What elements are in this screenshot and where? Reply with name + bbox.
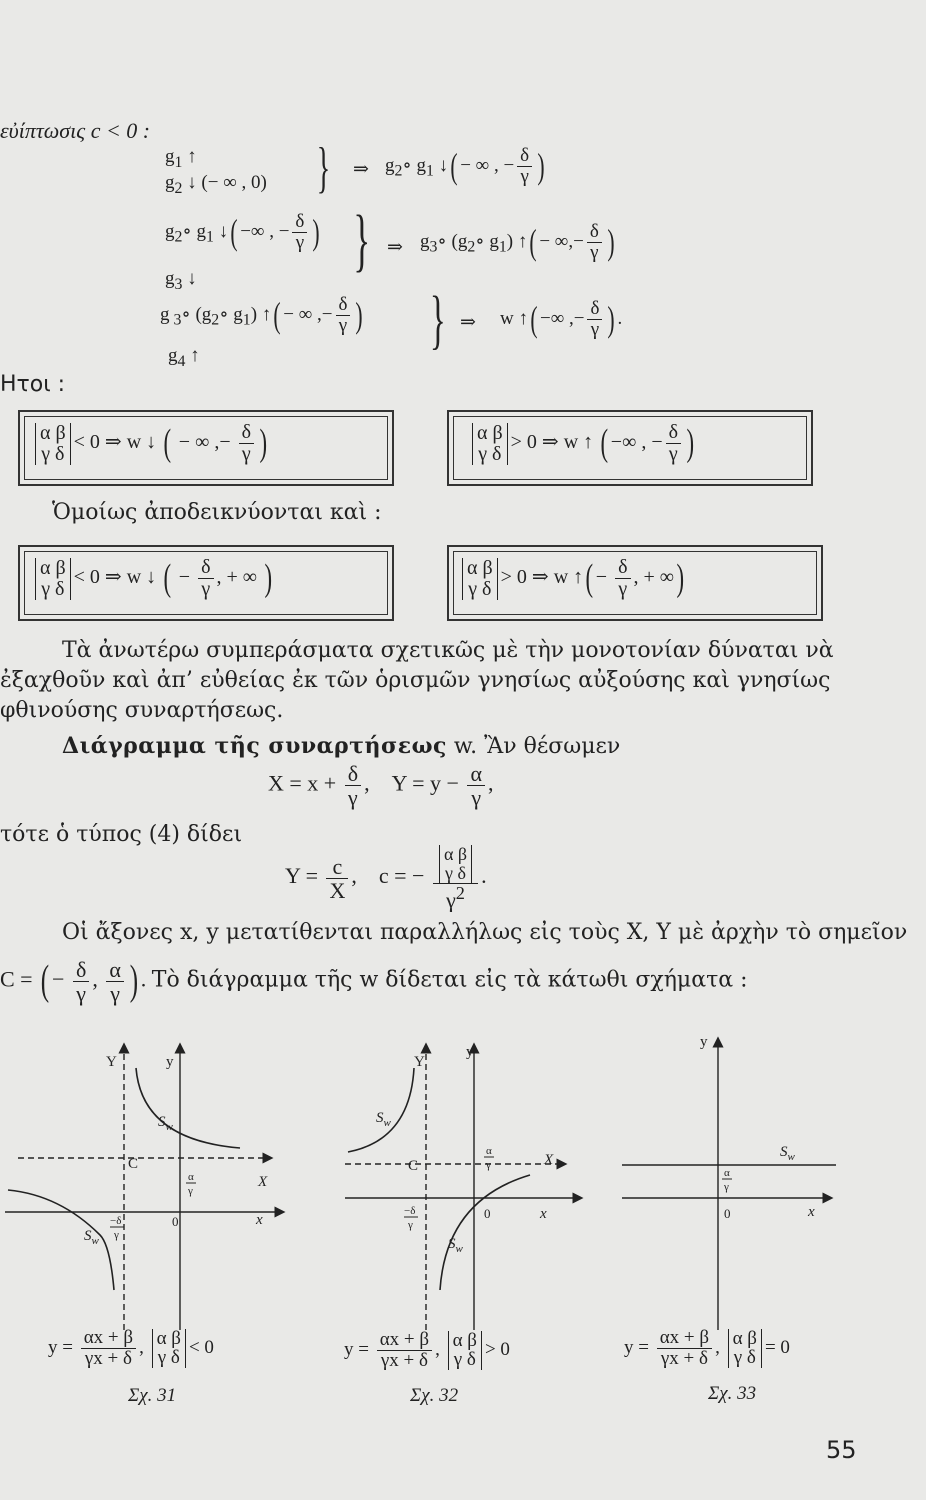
case3-line2: $g_4$ ↑ xyxy=(168,345,200,370)
fig33-label-a: α xyxy=(724,1167,730,1179)
fig31-label-g2: γ xyxy=(114,1229,119,1241)
case1-line2: $g_2$ ↓ (− ∞ , 0) xyxy=(165,172,267,197)
fig32-label-Sw-bottom: $S_w$ xyxy=(448,1236,463,1255)
figure-33 xyxy=(622,1042,836,1330)
main-formula: Y = $\frac{c}{X}$ , c = − α β γ δ $\gamma^2$ . xyxy=(285,844,487,913)
figure-32 xyxy=(345,1048,578,1330)
fig31-label-Y: Y xyxy=(106,1054,117,1070)
tote-line xyxy=(0,822,242,847)
diagram-heading-rest: w. Ἂν θέσωμεν xyxy=(453,734,621,759)
case3-result: w ↑( −∞ ,− $\frac{\delta}{\gamma}$ ) . xyxy=(500,298,623,340)
result-box-bottom-left xyxy=(18,545,394,621)
fig32-label-X: X xyxy=(544,1152,554,1168)
figure-33-labels xyxy=(700,1034,815,1221)
diagram-heading-line xyxy=(62,733,620,759)
fig31-label-Sw-top: $S_w$ xyxy=(158,1114,173,1133)
omoios-text: Ὁμοίως ἀποδεικνύονται καὶ : xyxy=(52,500,382,525)
paragraph-2 xyxy=(62,918,907,948)
case3-brace: } xyxy=(429,283,446,356)
fig31-label-0: 0 xyxy=(172,1214,179,1229)
case3-implies: ⇒ xyxy=(460,312,476,333)
fig31-caption xyxy=(128,1385,176,1407)
result-bottom-right-content: α β γ δ> 0 ⇒ w ↑( − $\frac{\delta}{\gamma}$ , + ∞) xyxy=(459,557,687,600)
fig31-label-Sw-bottom: $S_w$ xyxy=(84,1228,99,1247)
fig33-caption xyxy=(708,1383,756,1405)
fig32-label-0: 0 xyxy=(484,1206,491,1221)
paragraph-3: C = ( − $\frac{\delta}{\gamma}$ , $\frac{\alpha}{\gamma}$ ) . Τὸ διάγραμμα τῆς w δίδεται εἰς τὰ κάτωθι σχήματα : xyxy=(0,957,748,1007)
fig32-formula: y = $\frac{\alpha x + \beta}{\gamma x + \delta}$ , α β γ δ> 0 xyxy=(344,1329,510,1371)
case2-implies: ⇒ xyxy=(387,237,403,258)
etoi-label xyxy=(0,372,65,397)
paragraph-1-text: Τὰ ἀνωτέρω συμπεράσματα σχετικῶς μὲ τὴν μονοτονίαν δύναται νὰ ἐξαχθοῦν καὶ ἀπ’ εὐθείας ἐκ τῶν ὁρισμῶν γνησίως αὐξούσης καὶ γνησίως φθινούσης συναρτήσεως. xyxy=(0,638,834,723)
fig31-formula: y = $\frac{\alpha x + \beta}{\gamma x + \delta}$ , α β γ δ< 0 xyxy=(48,1327,214,1369)
fig32-label-y: y xyxy=(466,1044,474,1060)
fig32-label-Y: Y xyxy=(414,1054,425,1070)
case1-implies: ⇒ xyxy=(353,159,369,180)
case1-brace: } xyxy=(316,137,331,199)
result-top-left-content: α β γ δ< 0 ⇒ w ↓ ( − ∞ ,− $\frac{\delta}{\gamma}$ ) xyxy=(32,422,270,465)
fig33-label-x: x xyxy=(808,1204,815,1220)
figure-31-labels xyxy=(84,1054,268,1247)
fig33-label-Sw: $S_w$ xyxy=(780,1144,795,1163)
case3-line1: g $_3$∘ ($g_2\circ$ $g_1$) ↑( − ∞ ,− $\frac{\delta}{\gamma}$ ) xyxy=(160,294,364,336)
cases-intro xyxy=(0,118,150,144)
result-box-top-left xyxy=(18,410,394,486)
substitution-formula: X = x + $\frac{\delta}{\gamma}$ , Y = y − $\frac{\alpha}{\gamma}$ , xyxy=(268,761,494,811)
fig32-caption xyxy=(410,1385,458,1407)
tote-text: τότε ὁ τύπος (4) δίδει xyxy=(0,822,243,847)
result-box-bottom-right xyxy=(447,545,823,621)
figure-32-labels xyxy=(376,1044,554,1255)
fig31-label-y: y xyxy=(166,1054,174,1070)
fig33-label-y: y xyxy=(700,1034,708,1050)
fig32-label-a: α xyxy=(486,1145,492,1157)
case1-line1: $g_1$ ↑ xyxy=(165,146,197,171)
fig32-label-x: x xyxy=(540,1206,547,1222)
fig33-caption-text: Σχ. 33 xyxy=(708,1383,757,1404)
figure-31 xyxy=(5,1048,280,1330)
fig31-label-a: α xyxy=(188,1171,194,1183)
omoios-line xyxy=(52,500,382,525)
paragraph-1 xyxy=(0,636,860,726)
fig31-label-x: x xyxy=(256,1212,263,1228)
fig33-formula: y = $\frac{\alpha x + \beta}{\gamma x + \delta}$ , α β γ δ= 0 xyxy=(624,1327,790,1369)
fig32-label-Sw-top: $S_w$ xyxy=(376,1110,391,1129)
fig31-caption-text: Σχ. 31 xyxy=(128,1385,177,1406)
figures-svg xyxy=(0,1030,926,1360)
fig31-curve-right xyxy=(136,1068,240,1148)
case2-result: $g_3\circ$ ($g_2\circ$ $g_1$) ↑( − ∞,− $\frac{\delta}{\gamma}$ ) xyxy=(420,221,615,263)
fig33-label-0: 0 xyxy=(724,1206,731,1221)
fig31-label-X: X xyxy=(258,1174,268,1190)
fig32-label-g: γ xyxy=(486,1159,491,1171)
fig32-caption-text: Σχ. 32 xyxy=(410,1385,459,1406)
fig32-label-g2: γ xyxy=(408,1219,413,1231)
result-box-top-right xyxy=(447,410,813,486)
fig32-label-d: −δ xyxy=(404,1205,416,1217)
etoi-text: Ητοι : xyxy=(0,372,66,397)
fig32-curve-right xyxy=(440,1175,530,1290)
case2-line2: $g_3$ ↓ xyxy=(165,268,197,293)
cases-intro-text: εὐίπτωσις c < 0 : xyxy=(0,118,151,143)
result-bottom-left-content: α β γ δ< 0 ⇒ w ↓ ( − $\frac{\delta}{\gamma}$ , + ∞ ) xyxy=(32,557,275,600)
fig32-label-C: C xyxy=(408,1158,419,1174)
fig31-label-g: γ xyxy=(188,1185,193,1197)
case1-result: $g_2\circ$ $g_1$ ↓( − ∞ , − $\frac{\delta}{\gamma}$ ) xyxy=(385,145,545,187)
result-top-right-content: α β γ δ> 0 ⇒ w ↑ ( −∞ , − $\frac{\delta}{\gamma}$ ) xyxy=(469,422,697,465)
case2-line1: $g_2\circ$ $g_1$ ↓( −∞ , − $\frac{\delta}{\gamma}$ ) xyxy=(165,211,320,253)
case2-brace: } xyxy=(353,202,371,279)
fig31-label-C: C xyxy=(128,1156,139,1172)
paragraph-2-text: Οἱ ἄξονες x, y μετατίθενται παραλλήλως εἰς τοὺς X, Y μὲ ἀρχὴν τὸ σημεῖον xyxy=(62,920,908,945)
page-number-text: 55 xyxy=(826,1436,857,1464)
diagram-heading: Διάγραμμα τῆς συναρτήσεως xyxy=(62,733,447,759)
fig31-label-d: −δ xyxy=(110,1215,122,1227)
fig33-label-g: γ xyxy=(724,1181,729,1193)
page-number xyxy=(826,1436,857,1464)
